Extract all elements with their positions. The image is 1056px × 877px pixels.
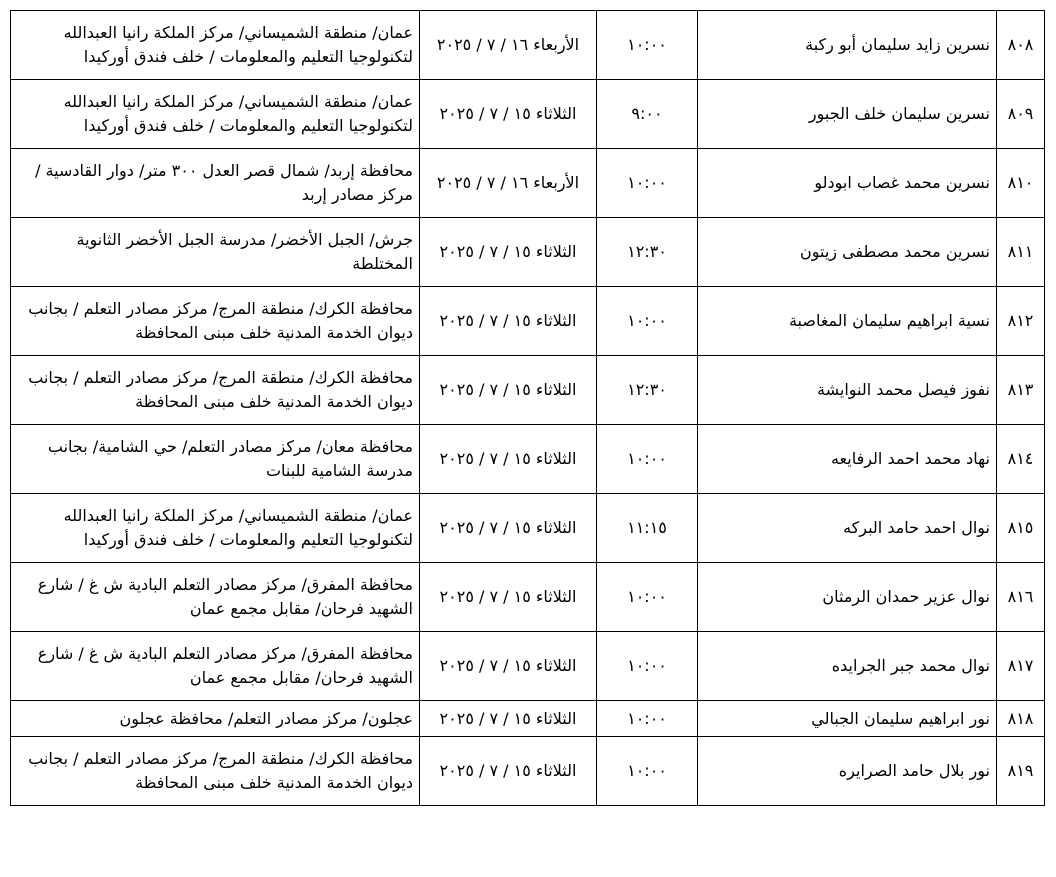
- date-cell: الثلاثاء ١٥ / ٧ / ٢٠٢٥: [420, 425, 597, 494]
- address-cell: عمان/ منطقة الشميساني/ مركز الملكة رانيا العبدالله لتكنولوجيا التعليم والمعلومات / خلف فندق أوركيدا: [11, 80, 420, 149]
- row-number-cell: ٨١٢: [997, 287, 1045, 356]
- name-cell: نسرين زايد سليمان أبو ركبة: [698, 11, 997, 80]
- name-cell: نور بلال حامد الصرايره: [698, 737, 997, 806]
- date-cell: الثلاثاء ١٥ / ٧ / ٢٠٢٥: [420, 563, 597, 632]
- table-row: [11, 425, 1045, 494]
- time-cell: ١٠:٠٠: [597, 737, 698, 806]
- table-row: [11, 149, 1045, 218]
- row-number-cell: ٨١٤: [997, 425, 1045, 494]
- date-cell: الثلاثاء ١٥ / ٧ / ٢٠٢٥: [420, 218, 597, 287]
- address-cell: عمان/ منطقة الشميساني/ مركز الملكة رانيا العبدالله لتكنولوجيا التعليم والمعلومات / خلف فندق أوركيدا: [11, 11, 420, 80]
- table-row: [11, 356, 1045, 425]
- date-cell: الثلاثاء ١٥ / ٧ / ٢٠٢٥: [420, 287, 597, 356]
- name-cell: نوال محمد جبر الجرايده: [698, 632, 997, 701]
- time-cell: ١٠:٠٠: [597, 287, 698, 356]
- date-cell: الأربعاء ١٦ / ٧ / ٢٠٢٥: [420, 11, 597, 80]
- date-cell: الثلاثاء ١٥ / ٧ / ٢٠٢٥: [420, 737, 597, 806]
- name-cell: نسرين محمد مصطفى زيتون: [698, 218, 997, 287]
- time-cell: ١١:١٥: [597, 494, 698, 563]
- name-cell: نسية ابراهيم سليمان المغاصبة: [698, 287, 997, 356]
- row-number-cell: ٨١٠: [997, 149, 1045, 218]
- time-cell: ١٠:٠٠: [597, 701, 698, 737]
- time-cell: ١٠:٠٠: [597, 425, 698, 494]
- time-cell: ١٢:٣٠: [597, 356, 698, 425]
- name-cell: نهاد محمد احمد الرفايعه: [698, 425, 997, 494]
- table-row: [11, 494, 1045, 563]
- row-number-cell: ٨١١: [997, 218, 1045, 287]
- table-row: [11, 80, 1045, 149]
- name-cell: نسرين محمد غصاب ابودلو: [698, 149, 997, 218]
- address-cell: محافظة المفرق/ مركز مصادر التعلم البادية ش غ / شارع الشهيد فرحان/ مقابل مجمع عمان: [11, 563, 420, 632]
- address-cell: محافظة الكرك/ منطقة المرج/ مركز مصادر التعلم / بجانب ديوان الخدمة المدنية خلف مبنى المحافظة: [11, 356, 420, 425]
- row-number-cell: ٨١٩: [997, 737, 1045, 806]
- table-row: [11, 737, 1045, 806]
- row-number-cell: ٨١٦: [997, 563, 1045, 632]
- row-number-cell: ٨١٨: [997, 701, 1045, 737]
- address-cell: جرش/ الجبل الأخضر/ مدرسة الجبل الأخضر الثانوية المختلطة: [11, 218, 420, 287]
- time-cell: ١٠:٠٠: [597, 632, 698, 701]
- name-cell: نور ابراهيم سليمان الجبالي: [698, 701, 997, 737]
- row-number-cell: ٨١٥: [997, 494, 1045, 563]
- time-cell: ٩:٠٠: [597, 80, 698, 149]
- row-number-cell: ٨٠٩: [997, 80, 1045, 149]
- name-cell: نوال احمد حامد البركه: [698, 494, 997, 563]
- schedule-table-body: [11, 11, 1045, 806]
- table-row: [11, 287, 1045, 356]
- time-cell: ١٠:٠٠: [597, 149, 698, 218]
- address-cell: محافظة إربد/ شمال قصر العدل ٣٠٠ متر/ دوار القادسية / مركز مصادر إربد: [11, 149, 420, 218]
- table-row: [11, 11, 1045, 80]
- address-cell: عمان/ منطقة الشميساني/ مركز الملكة رانيا العبدالله لتكنولوجيا التعليم والمعلومات / خلف فندق أوركيدا: [11, 494, 420, 563]
- row-number-cell: ٨١٣: [997, 356, 1045, 425]
- row-number-cell: ٨١٧: [997, 632, 1045, 701]
- address-cell: محافظة الكرك/ منطقة المرج/ مركز مصادر التعلم / بجانب ديوان الخدمة المدنية خلف مبنى المحافظة: [11, 737, 420, 806]
- time-cell: ١٢:٣٠: [597, 218, 698, 287]
- address-cell: محافظة الكرك/ منطقة المرج/ مركز مصادر التعلم / بجانب ديوان الخدمة المدنية خلف مبنى المحافظة: [11, 287, 420, 356]
- date-cell: الثلاثاء ١٥ / ٧ / ٢٠٢٥: [420, 701, 597, 737]
- address-cell: محافظة معان/ مركز مصادر التعلم/ حي الشامية/ بجانب مدرسة الشامية للبنات: [11, 425, 420, 494]
- time-cell: ١٠:٠٠: [597, 11, 698, 80]
- table-row: [11, 218, 1045, 287]
- address-cell: عجلون/ مركز مصادر التعلم/ محافظة عجلون: [11, 701, 420, 737]
- name-cell: نفوز فيصل محمد النوايشة: [698, 356, 997, 425]
- table-row: [11, 632, 1045, 701]
- schedule-table: [10, 10, 1045, 806]
- date-cell: الثلاثاء ١٥ / ٧ / ٢٠٢٥: [420, 632, 597, 701]
- date-cell: الثلاثاء ١٥ / ٧ / ٢٠٢٥: [420, 494, 597, 563]
- row-number-cell: ٨٠٨: [997, 11, 1045, 80]
- date-cell: الثلاثاء ١٥ / ٧ / ٢٠٢٥: [420, 80, 597, 149]
- table-row: [11, 701, 1045, 737]
- address-cell: محافظة المفرق/ مركز مصادر التعلم البادية ش غ / شارع الشهيد فرحان/ مقابل مجمع عمان: [11, 632, 420, 701]
- name-cell: نسرين سليمان خلف الجبور: [698, 80, 997, 149]
- date-cell: الأربعاء ١٦ / ٧ / ٢٠٢٥: [420, 149, 597, 218]
- date-cell: الثلاثاء ١٥ / ٧ / ٢٠٢٥: [420, 356, 597, 425]
- table-row: [11, 563, 1045, 632]
- time-cell: ١٠:٠٠: [597, 563, 698, 632]
- name-cell: نوال عزير حمدان الرمثان: [698, 563, 997, 632]
